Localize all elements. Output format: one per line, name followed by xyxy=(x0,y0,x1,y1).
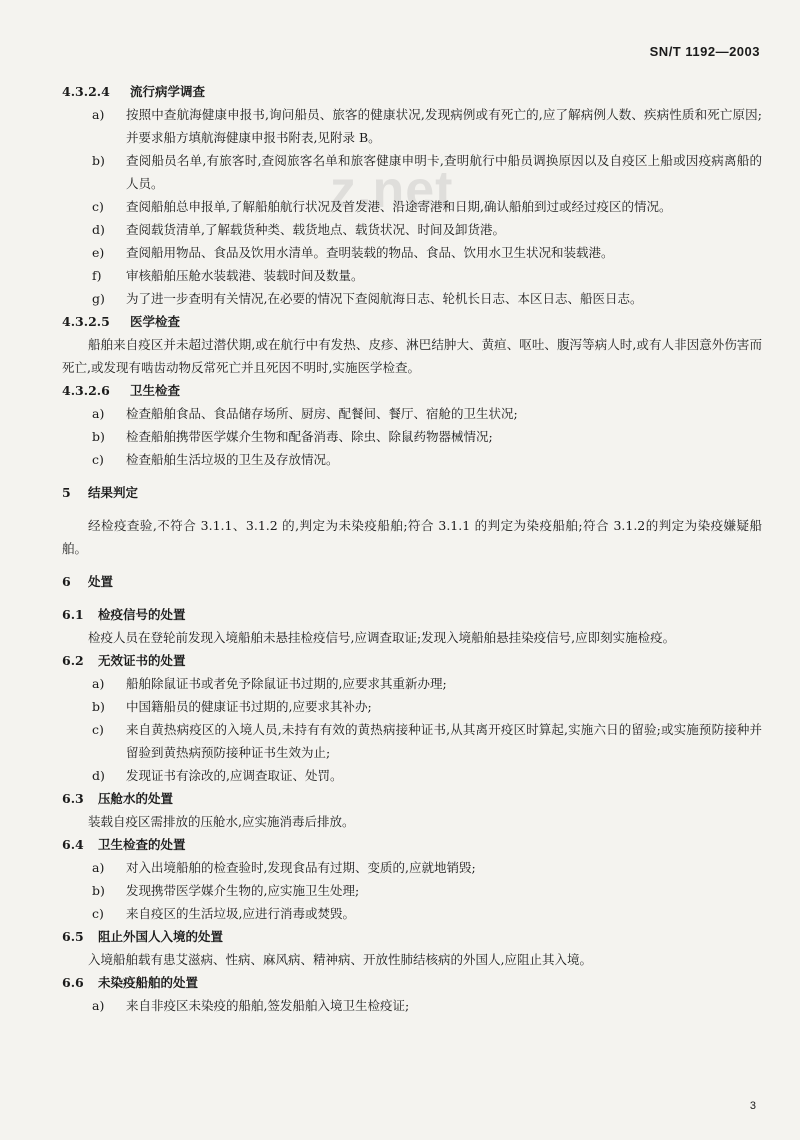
section-heading-5: 5 结果判定 xyxy=(62,485,139,500)
list-item-label: b) xyxy=(92,883,105,898)
list-item-text: 查阅载货清单,了解载货种类、载货地点、载货状况、时间及卸货港。 xyxy=(126,222,505,237)
list-item xyxy=(62,764,762,787)
list-item-text: 查阅船员名单,有旅客时,查阅旅客名单和旅客健康申明卡,查明航行中船员调换原因以及自疫区上船或因疫病离船的人员。 xyxy=(126,153,762,191)
watermark: z.net xyxy=(330,161,454,219)
list-item-label: a) xyxy=(92,406,105,421)
list-item-label: b) xyxy=(92,429,105,444)
standard-number: SN/T 1192—2003 xyxy=(649,44,760,59)
paragraph-ballast-water: 装载自疫区需排放的压舱水,应实施消毒后排放。 xyxy=(88,814,355,829)
list-item-text: 检查船舶生活垃圾的卫生及存放情况。 xyxy=(126,452,339,467)
list-item-label: a) xyxy=(92,998,105,1013)
section-heading-6-1: 6.1 检疫信号的处置 xyxy=(62,607,186,622)
paragraph-deny-entry: 入境船舶载有患艾滋病、性病、麻风病、精神病、开放性肺结核病的外国人,应阻止其入境。 xyxy=(88,952,592,967)
paragraph-quarantine-signal: 检疫人员在登轮前发现入境船舶未悬挂检疫信号,应调查取证;发现入境船舶悬挂染疫信号,应即刻实施检疫。 xyxy=(88,630,676,645)
section-heading-6-3: 6.3 压舱水的处置 xyxy=(62,791,174,806)
list-item xyxy=(62,287,762,310)
list-item-label: a) xyxy=(92,860,105,875)
list-4-3-2-6 xyxy=(62,402,762,471)
list-item-text: 检查船舶食品、食品储存场所、厨房、配餐间、餐厅、宿舱的卫生状况; xyxy=(126,406,518,421)
list-item xyxy=(62,856,762,879)
list-item xyxy=(62,264,762,287)
list-item-label: f) xyxy=(92,268,102,283)
list-item-text: 来自黄热病疫区的入境人员,未持有有效的黄热病接种证书,从其离开疫区时算起,实施六日的留验;或实施预防接种并留验到黄热病预防接种证书生效为止; xyxy=(126,722,762,760)
section-heading-6-6: 6.6 未染疫船舶的处置 xyxy=(62,975,199,990)
list-item-label: c) xyxy=(92,452,104,467)
list-item-text: 审核船舶压舱水装载港、装载时间及数量。 xyxy=(126,268,364,283)
list-item-text: 查阅船用物品、食品及饮用水清单。查明装载的物品、食品、饮用水卫生状况和装载港。 xyxy=(126,245,614,260)
list-item xyxy=(62,103,762,149)
list-item xyxy=(62,994,762,1017)
list-item xyxy=(62,718,762,764)
document-body xyxy=(62,80,762,1017)
list-item-text: 对入出境船舶的检查验时,发现食品有过期、变质的,应就地销毁; xyxy=(126,860,476,875)
list-item-text: 来自疫区的生活垃圾,应进行消毒或焚毁。 xyxy=(126,906,355,921)
list-item-label: d) xyxy=(92,768,105,783)
list-4-3-2-4 xyxy=(62,103,762,310)
page-number: 3 xyxy=(749,1100,756,1112)
list-item xyxy=(62,448,762,471)
list-item-label: b) xyxy=(92,153,105,168)
list-item-label: d) xyxy=(92,222,105,237)
list-item xyxy=(62,402,762,425)
list-item xyxy=(62,902,762,925)
list-item-label: c) xyxy=(92,906,104,921)
list-item xyxy=(62,879,762,902)
list-item-text: 按照中查航海健康申报书,询问船员、旅客的健康状况,发现病例或有死亡的,应了解病例人数、疾病性质和死亡原因;并要求船方填航海健康申报书附表,见附录 B。 xyxy=(126,107,762,145)
list-item xyxy=(62,241,762,264)
list-item xyxy=(62,149,762,195)
list-item-label: e) xyxy=(92,245,105,260)
paragraph-result-judgement: 经检疫查验,不符合 3.1.1、3.1.2 的,判定为未染疫船舶;符合 3.1.1 的判定为染疫船舶;符合 3.1.2的判定为染疫嫌疑船舶。 xyxy=(62,518,762,556)
list-item-label: c) xyxy=(92,199,104,214)
list-item-label: g) xyxy=(92,291,105,306)
list-item-label: a) xyxy=(92,107,105,122)
list-item xyxy=(62,425,762,448)
list-item-text: 中国籍船员的健康证书过期的,应要求其补办; xyxy=(126,699,372,714)
list-item-text: 发现证书有涂改的,应调查取证、处罚。 xyxy=(126,768,343,783)
section-heading-6-5: 6.5 阻止外国人入境的处置 xyxy=(62,929,224,944)
list-item-text: 来自非疫区未染疫的船舶,签发船舶入境卫生检疫证; xyxy=(126,998,410,1013)
list-6-2 xyxy=(62,672,762,787)
section-heading-4-3-2-4: 4.3.2.4 流行病学调查 xyxy=(62,84,206,99)
paragraph-medical-check: 船舶来自疫区并未超过潜伏期,或在航行中有发热、皮疹、淋巴结肿大、黄疸、呕吐、腹泻等病人时,或有人非因意外伤害而死亡,或发现有啮齿动物反常死亡并且死因不明时,实施医学检查。 xyxy=(62,337,762,375)
list-item-text: 为了进一步查明有关情况,在必要的情况下查阅航海日志、轮机长日志、本区日志、船医日志。 xyxy=(126,291,643,306)
section-heading-4-3-2-6: 4.3.2.6 卫生检查 xyxy=(62,383,181,398)
list-item-text: 查阅船舶总申报单,了解船舶航行状况及首发港、沿途寄港和日期,确认船舶到过或经过疫区的情况。 xyxy=(126,199,672,214)
list-item xyxy=(62,695,762,718)
list-item xyxy=(62,195,762,218)
list-item-label: a) xyxy=(92,676,105,691)
list-item-text: 船舶除鼠证书或者免予除鼠证书过期的,应要求其重新办理; xyxy=(126,676,447,691)
section-heading-4-3-2-5: 4.3.2.5 医学检查 xyxy=(62,314,181,329)
section-heading-6: 6 处置 xyxy=(62,574,114,589)
list-item-text: 检查船舶携带医学媒介生物和配备消毒、除虫、除鼠药物器械情况; xyxy=(126,429,493,444)
list-item-text: 发现携带医学媒介生物的,应实施卫生处理; xyxy=(126,883,360,898)
section-heading-6-2: 6.2 无效证书的处置 xyxy=(62,653,186,668)
list-item-label: b) xyxy=(92,699,105,714)
list-6-4 xyxy=(62,856,762,925)
list-item-label: c) xyxy=(92,722,104,737)
list-item xyxy=(62,672,762,695)
section-heading-6-4: 6.4 卫生检查的处置 xyxy=(62,837,186,852)
list-6-6 xyxy=(62,994,762,1017)
list-item xyxy=(62,218,762,241)
